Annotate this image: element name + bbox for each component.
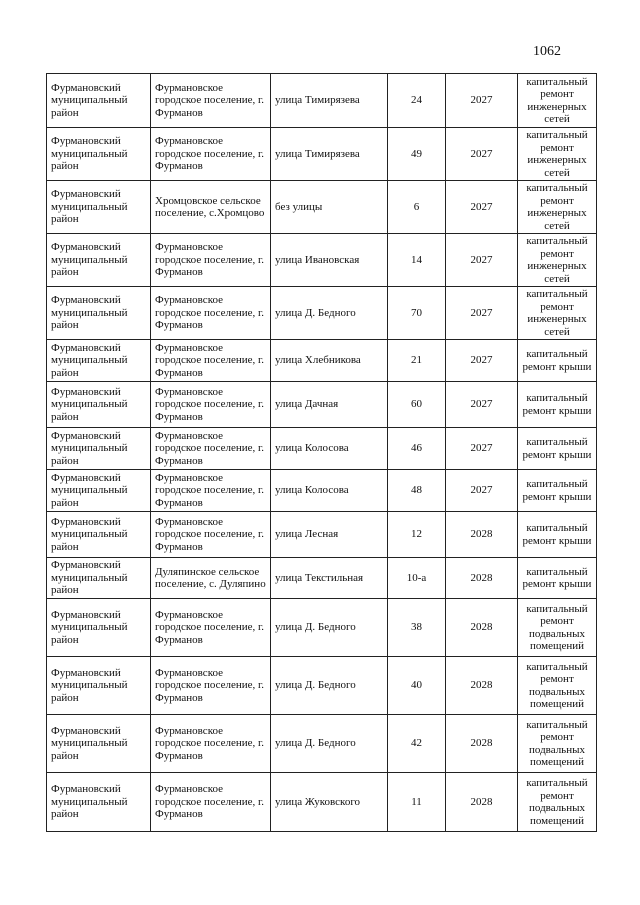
district-cell: Фурмановский муниципальный район <box>47 74 151 128</box>
table-row <box>47 287 597 340</box>
work-type-cell: капитальный ремонт крыши <box>518 382 597 428</box>
house-number-cell: 12 <box>388 512 446 558</box>
table-row <box>47 599 597 657</box>
table-row <box>47 382 597 428</box>
house-number-cell: 40 <box>388 657 446 715</box>
settlement-cell: Фурмановское городское поселение, г. Фурманов <box>151 340 271 382</box>
street-cell: улица Лесная <box>271 512 388 558</box>
district-cell: Фурмановский муниципальный район <box>47 287 151 340</box>
house-number-cell: 48 <box>388 470 446 512</box>
house-number-cell: 60 <box>388 382 446 428</box>
street-cell: улица Тимирязева <box>271 74 388 128</box>
work-type-cell: капитальный ремонт подвальных помещений <box>518 599 597 657</box>
year-cell: 2027 <box>446 428 518 470</box>
street-cell: улица Хлебникова <box>271 340 388 382</box>
work-type-cell: капитальный ремонт инженерных сетей <box>518 74 597 128</box>
repair-schedule-table <box>46 73 597 832</box>
street-cell: улица Жуковского <box>271 773 388 832</box>
house-number-cell: 38 <box>388 599 446 657</box>
year-cell: 2027 <box>446 181 518 234</box>
district-cell: Фурмановский муниципальный район <box>47 382 151 428</box>
year-cell: 2028 <box>446 512 518 558</box>
district-cell: Фурмановский муниципальный район <box>47 128 151 181</box>
district-cell: Фурмановский муниципальный район <box>47 657 151 715</box>
work-type-cell: капитальный ремонт инженерных сетей <box>518 128 597 181</box>
district-cell: Фурмановский муниципальный район <box>47 558 151 599</box>
district-cell: Фурмановский муниципальный район <box>47 599 151 657</box>
street-cell: улица Ивановская <box>271 234 388 287</box>
district-cell: Фурмановский муниципальный район <box>47 234 151 287</box>
work-type-cell: капитальный ремонт крыши <box>518 428 597 470</box>
district-cell: Фурмановский муниципальный район <box>47 340 151 382</box>
street-cell: улица Д. Бедного <box>271 599 388 657</box>
street-cell: улица Тимирязева <box>271 128 388 181</box>
table-row <box>47 773 597 832</box>
settlement-cell: Фурмановское городское поселение, г. Фурманов <box>151 773 271 832</box>
table-row <box>47 234 597 287</box>
year-cell: 2027 <box>446 382 518 428</box>
table-row <box>47 657 597 715</box>
district-cell: Фурмановский муниципальный район <box>47 715 151 773</box>
house-number-cell: 49 <box>388 128 446 181</box>
house-number-cell: 10-а <box>388 558 446 599</box>
work-type-cell: капитальный ремонт крыши <box>518 470 597 512</box>
settlement-cell: Дуляпинское сельское поселение, с. Дуляпино <box>151 558 271 599</box>
settlement-cell: Фурмановское городское поселение, г. Фурманов <box>151 512 271 558</box>
settlement-cell: Фурмановское городское поселение, г. Фурманов <box>151 234 271 287</box>
year-cell: 2028 <box>446 715 518 773</box>
work-type-cell: капитальный ремонт инженерных сетей <box>518 181 597 234</box>
settlement-cell: Фурмановское городское поселение, г. Фурманов <box>151 657 271 715</box>
year-cell: 2027 <box>446 287 518 340</box>
settlement-cell: Фурмановское городское поселение, г. Фурманов <box>151 599 271 657</box>
house-number-cell: 24 <box>388 74 446 128</box>
work-type-cell: капитальный ремонт подвальных помещений <box>518 715 597 773</box>
district-cell: Фурмановский муниципальный район <box>47 181 151 234</box>
street-cell: улица Д. Бедного <box>271 657 388 715</box>
street-cell: улица Д. Бедного <box>271 715 388 773</box>
house-number-cell: 46 <box>388 428 446 470</box>
table-row <box>47 128 597 181</box>
house-number-cell: 21 <box>388 340 446 382</box>
house-number-cell: 42 <box>388 715 446 773</box>
district-cell: Фурмановский муниципальный район <box>47 470 151 512</box>
street-cell: улица Колосова <box>271 470 388 512</box>
settlement-cell: Фурмановское городское поселение, г. Фурманов <box>151 715 271 773</box>
table-row <box>47 340 597 382</box>
work-type-cell: капитальный ремонт подвальных помещений <box>518 657 597 715</box>
page-number: 1062 <box>533 44 561 59</box>
work-type-cell: капитальный ремонт крыши <box>518 340 597 382</box>
year-cell: 2027 <box>446 470 518 512</box>
work-type-cell: капитальный ремонт крыши <box>518 558 597 599</box>
work-type-cell: капитальный ремонт крыши <box>518 512 597 558</box>
settlement-cell: Хромцовское сельское поселение, с.Хромцово <box>151 181 271 234</box>
year-cell: 2028 <box>446 657 518 715</box>
year-cell: 2027 <box>446 128 518 181</box>
street-cell: улица Текстильная <box>271 558 388 599</box>
street-cell: без улицы <box>271 181 388 234</box>
street-cell: улица Дачная <box>271 382 388 428</box>
work-type-cell: капитальный ремонт подвальных помещений <box>518 773 597 832</box>
year-cell: 2028 <box>446 558 518 599</box>
settlement-cell: Фурмановское городское поселение, г. Фурманов <box>151 128 271 181</box>
year-cell: 2027 <box>446 74 518 128</box>
table-row <box>47 470 597 512</box>
table-row <box>47 428 597 470</box>
settlement-cell: Фурмановское городское поселение, г. Фурманов <box>151 428 271 470</box>
house-number-cell: 70 <box>388 287 446 340</box>
district-cell: Фурмановский муниципальный район <box>47 773 151 832</box>
table-row <box>47 181 597 234</box>
work-type-cell: капитальный ремонт инженерных сетей <box>518 234 597 287</box>
year-cell: 2028 <box>446 773 518 832</box>
district-cell: Фурмановский муниципальный район <box>47 512 151 558</box>
district-cell: Фурмановский муниципальный район <box>47 428 151 470</box>
settlement-cell: Фурмановское городское поселение, г. Фурманов <box>151 470 271 512</box>
settlement-cell: Фурмановское городское поселение, г. Фурманов <box>151 382 271 428</box>
street-cell: улица Д. Бедного <box>271 287 388 340</box>
settlement-cell: Фурмановское городское поселение, г. Фурманов <box>151 287 271 340</box>
house-number-cell: 14 <box>388 234 446 287</box>
year-cell: 2027 <box>446 234 518 287</box>
table-row <box>47 512 597 558</box>
settlement-cell: Фурмановское городское поселение, г. Фурманов <box>151 74 271 128</box>
house-number-cell: 6 <box>388 181 446 234</box>
house-number-cell: 11 <box>388 773 446 832</box>
year-cell: 2028 <box>446 599 518 657</box>
table-row <box>47 74 597 128</box>
table-row <box>47 715 597 773</box>
street-cell: улица Колосова <box>271 428 388 470</box>
table-body <box>47 74 597 832</box>
table-row <box>47 558 597 599</box>
year-cell: 2027 <box>446 340 518 382</box>
work-type-cell: капитальный ремонт инженерных сетей <box>518 287 597 340</box>
